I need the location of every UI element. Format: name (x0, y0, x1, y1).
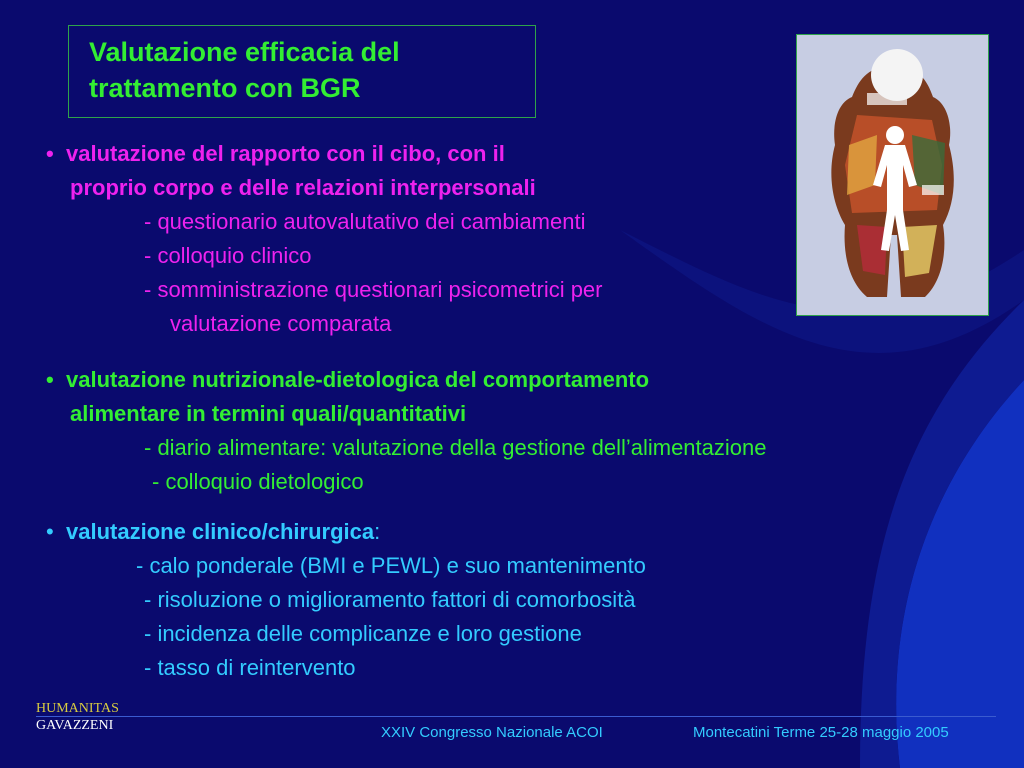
section-3-heading-line-1 (46, 519, 380, 545)
section-1-item-2: - colloquio clinico (144, 243, 312, 268)
section-3-heading-text: valutazione clinico/chirurgica (66, 519, 375, 544)
section-1-heading-text: valutazione del rapporto con il cibo, con il (66, 141, 505, 166)
footer-congress: XXIV Congresso Nazionale ACOI (381, 724, 603, 741)
collage-figure-image (796, 34, 989, 316)
section-1-item-4: valutazione comparata (170, 311, 392, 336)
section-3-item-1: - calo ponderale (BMI e PEWL) e suo mantenimento (136, 553, 646, 578)
section-2-heading-line-2: alimentare in termini quali/quantitativi (70, 401, 467, 426)
section-1-heading-line-2: proprio corpo e delle relazioni interpersonali (70, 175, 536, 200)
section-1-item-1: - questionario autovalutativo dei cambiamenti (144, 209, 586, 234)
section-3-heading-colon: : (374, 519, 381, 544)
section-3-item-3: - incidenza delle complicanze e loro gestione (144, 621, 582, 646)
section-2-item-1: - diario alimentare: valutazione della gestione dell’alimentazione (144, 435, 767, 460)
title-line-1: Valutazione efficacia del (89, 37, 400, 67)
section-1-item-3: - somministrazione questionari psicometrici per (144, 277, 603, 302)
footer-divider (36, 716, 996, 717)
bullet-icon: • (46, 141, 54, 166)
humanitas-logo (36, 700, 119, 734)
section-2-heading-text: valutazione nutrizionale-dietologica del comportamento (66, 367, 650, 392)
slide-title (89, 34, 400, 106)
section-3-item-4: - tasso di reintervento (144, 655, 356, 680)
section-2-item-2: - colloquio dietologico (152, 469, 364, 494)
logo-line-2: GAVAZZENI (36, 718, 114, 733)
footer-location: Montecatini Terme 25-28 maggio 2005 (693, 724, 949, 741)
section-3-item-2: - risoluzione o miglioramento fattori di comorbosità (144, 587, 636, 612)
title-box (68, 25, 536, 118)
logo-line-1: HUMANITAS (36, 701, 119, 716)
bullet-icon: • (46, 367, 54, 392)
title-line-2: trattamento con BGR (89, 73, 361, 103)
bullet-icon: • (46, 519, 54, 544)
section-1-heading-line-1 (46, 141, 505, 167)
section-2-heading-line-1 (46, 367, 649, 393)
body-collage-illustration (797, 35, 989, 316)
